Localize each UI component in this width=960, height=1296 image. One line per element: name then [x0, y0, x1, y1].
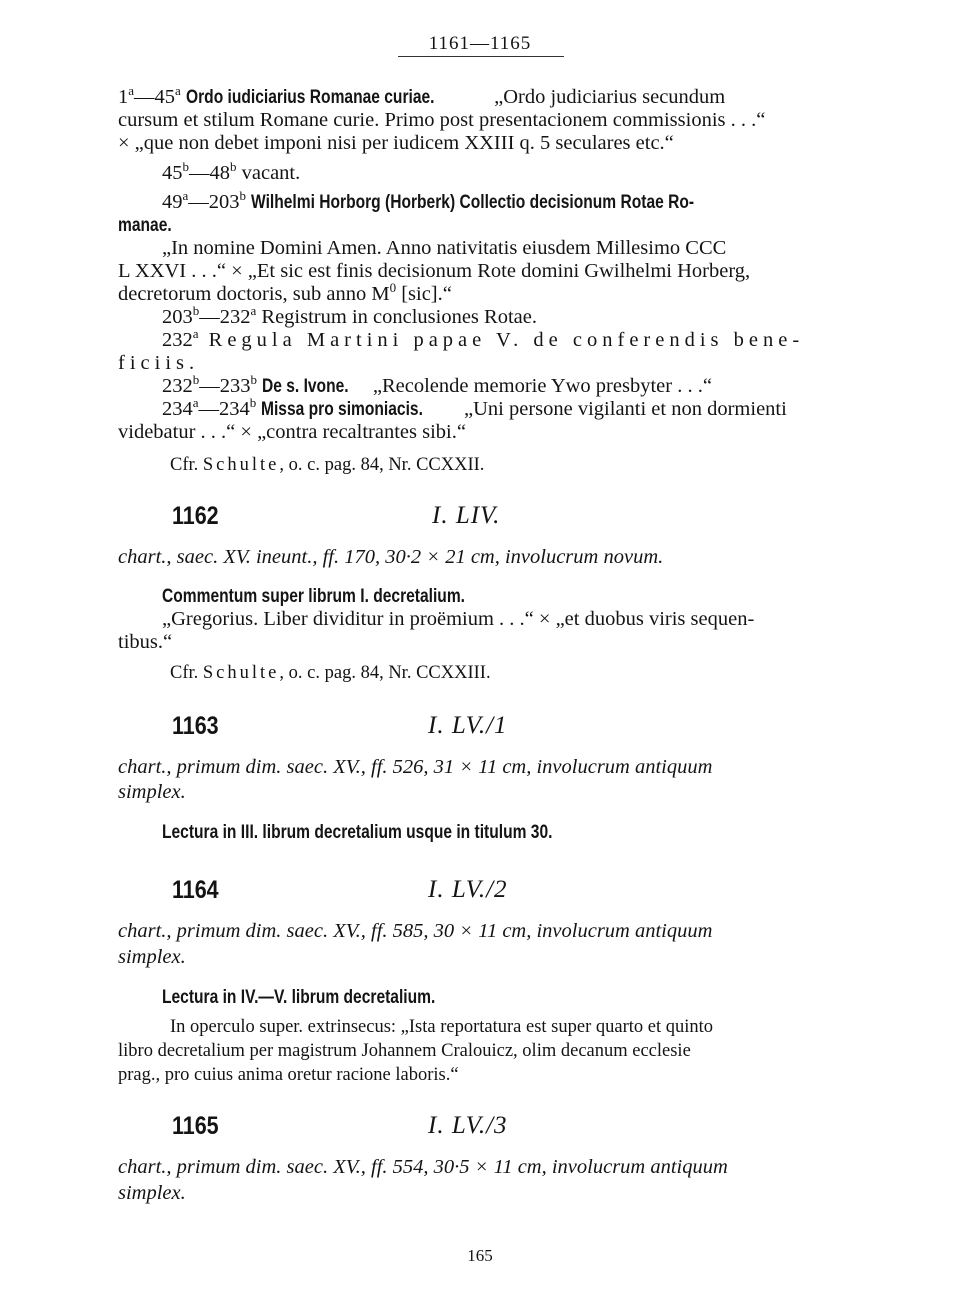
e1162-line-1: „Gregorius. Liber dividitur in proëmium . . .“ × „et duobus viris sequen- [162, 608, 755, 630]
e1161-line-5: 49$^a$—203$^b$ Wilhelmi Horborg (Horberk) Collectio decisionum Rotae Ro- [162, 188, 695, 213]
entry-number-1164: 1164 [172, 876, 219, 904]
e1162-description: chart., saec. XV. ineunt., ff. 170, 30·2 × 21 cm, involucrum novum. [118, 546, 664, 568]
e1164-title: Lectura in IV.—V. librum decretalium. [162, 987, 436, 1008]
e1161-title-ivone: De s. Ivone. [262, 376, 349, 397]
e1161-line-13: 232$^b$—233$^b$ De s. Ivone. „Recolende memorie Ywo presbyter . . .“ [162, 372, 712, 397]
e1161-line-9: decretorum doctoris, sub anno $M^0$ [sic].“ [118, 280, 452, 305]
e1161-line-1: 1$^a$—45$^a$ Ordo iudiciarius Romanae curiae. „Ordo judiciarius secundum [118, 83, 726, 108]
e1161-line-15: videbatur . . .“ × „contra recaltrantes sibi.“ [118, 421, 466, 443]
e1161-line-10: 203$^b$—232$^a$ Registrum in conclusiones Rotae. [162, 303, 537, 328]
e1161-title-horborg: Wilhelmi Horborg (Horberk) Collectio decisionum Rotae Ro- [251, 192, 695, 213]
e1162-cfr: Cfr. Schulte, o. c. pag. 84, Nr. CCXXIII. [170, 663, 491, 683]
e1164-description-1: chart., primum dim. saec. XV., ff. 585, 30 × 11 cm, involucrum antiquum [118, 920, 713, 942]
e1165-description-1: chart., primum dim. saec. XV., ff. 554, 30·5 × 11 cm, involucrum antiquum [118, 1156, 728, 1178]
e1161-line-8: L XXVI . . .“ × „Et sic est finis decisionum Rote domini Gwilhelmi Horberg, [118, 260, 751, 282]
e1164-note-1: In operculo super. extrinsecus: „Ista reportatura est super quarto et quinto [170, 1017, 714, 1037]
e1162-title: Commentum super librum I. decretalium. [162, 586, 466, 607]
e1161-line-7: „In nomine Domini Amen. Anno nativitatis eiusdem Millesimo CCC [162, 237, 727, 259]
entry-number-1162: 1162 [172, 502, 219, 530]
e1161-line-4: 45$^b$—48$^b$ vacant. [162, 159, 301, 184]
e1161-line-11: 232$^a$ Regula Martini papae V. de conferendis bene- [162, 326, 805, 351]
e1163-description-1: chart., primum dim. saec. XV., ff. 526, 31 × 11 cm, involucrum antiquum [118, 756, 713, 778]
e1161-line-2: cursum et stilum Romane curie. Primo post presentacionem commissionis . . .“ [118, 109, 766, 131]
e1161-title-missa: Missa pro simoniacis. [261, 399, 424, 420]
entry-number-1165: 1165 [172, 1112, 219, 1140]
e1161-title-ordo: Ordo iudiciarius Romanae curiae. [185, 87, 435, 108]
header-rule [398, 56, 564, 57]
e1161-line-14: 234$^a$—234$^b$ Missa pro simoniacis. „Uni persone vigilanti et non dormienti [162, 395, 787, 420]
e1165-description-2: simplex. [118, 1182, 186, 1204]
shelfmark-1163: I. LV./1 [428, 712, 508, 739]
page-number: 165 [467, 1246, 493, 1265]
e1161-line-6: manae. [118, 215, 172, 236]
e1163-description-2: simplex. [118, 781, 186, 803]
shelfmark-1164: I. LV./2 [428, 876, 508, 903]
e1163-title: Lectura in III. librum decretalium usque in titulum 30. [162, 822, 553, 843]
e1164-note-2: libro decretalium per magistrum Johannem Cralouicz, olim decanum ecclesie [118, 1041, 691, 1061]
running-header: 1161—1165 [428, 33, 532, 54]
e1164-description-2: simplex. [118, 946, 186, 968]
e1164-note-3: prag., pro cuius anima oretur racione laboris.“ [118, 1065, 459, 1085]
e1161-line-3: × „que non debet imponi nisi per iudicem XXIII q. 5 seculares etc.“ [118, 132, 674, 154]
shelfmark-1162: I. LIV. [432, 502, 501, 529]
entry-number-1163: 1163 [172, 712, 219, 740]
e1162-line-2: tibus.“ [118, 631, 173, 653]
shelfmark-1165: I. LV./3 [428, 1112, 508, 1139]
e1161-line-12: ficiis. [118, 352, 200, 374]
e1161-cfr: Cfr. Schulte, o. c. pag. 84, Nr. CCXXII. [170, 455, 485, 475]
